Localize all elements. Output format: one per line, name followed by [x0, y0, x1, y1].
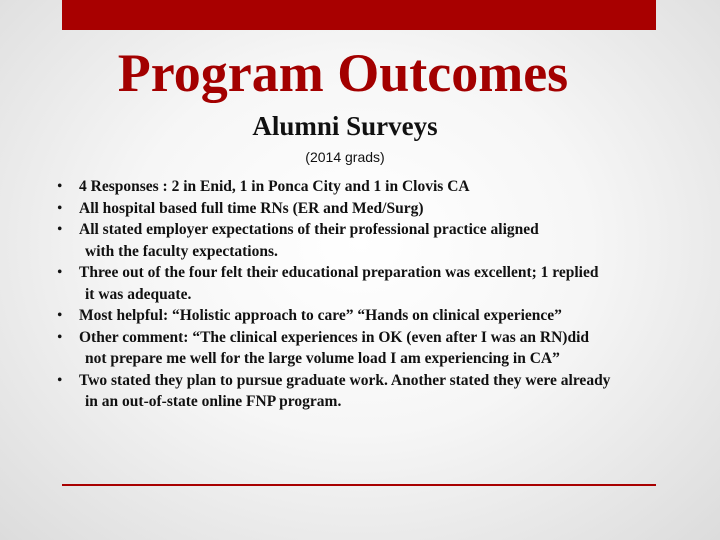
bullet-icon: •	[57, 264, 63, 281]
bullet-text: Three out of the four felt their educational preparation was excellent; 1 replied	[79, 264, 599, 281]
bullet-icon: •	[57, 178, 63, 195]
bullet-text-continuation: not prepare me well for the large volume load I am experiencing in CA”	[85, 350, 560, 367]
slide-subtitle: Alumni Surveys	[252, 111, 438, 141]
bullet-text: Two stated they plan to pursue graduate work. Another stated they were already	[79, 371, 611, 389]
bullet-item	[57, 198, 717, 220]
top-accent-bar	[62, 0, 656, 30]
bullet-item	[57, 305, 717, 327]
bottom-divider	[62, 484, 656, 486]
bullet-icon: •	[57, 221, 63, 238]
bullet-text-continuation: in an out-of-state online FNP program.	[85, 393, 342, 410]
bullet-icon: •	[57, 371, 63, 389]
bullet-item	[57, 262, 717, 305]
bullet-icon: •	[57, 307, 63, 324]
bullet-text: All hospital based full time RNs (ER and Med/Surg)	[79, 199, 424, 217]
slide-title: Program Outcomes	[117, 43, 569, 103]
bullet-icon: •	[57, 328, 63, 346]
subtitle-note: (2014 grads)	[305, 149, 385, 165]
bullet-text: Other comment: “The clinical experiences in OK (even after I was an RN)did	[79, 328, 590, 346]
bullet-list	[57, 176, 717, 413]
bullet-item	[57, 176, 717, 198]
bullet-item	[57, 370, 717, 413]
bullet-text: All stated employer expectations of their professional practice aligned	[79, 221, 539, 238]
bullet-text-continuation: with the faculty expectations.	[85, 242, 278, 260]
bullet-item	[57, 219, 717, 262]
bullet-icon: •	[57, 199, 63, 217]
bullet-text-continuation: it was adequate.	[85, 285, 192, 303]
bullet-text: Most helpful: “Holistic approach to care” “Hands on clinical experience”	[79, 307, 562, 324]
bullet-text: 4 Responses : 2 in Enid, 1 in Ponca City and 1 in Clovis CA	[79, 178, 470, 195]
bullet-item	[57, 327, 717, 370]
